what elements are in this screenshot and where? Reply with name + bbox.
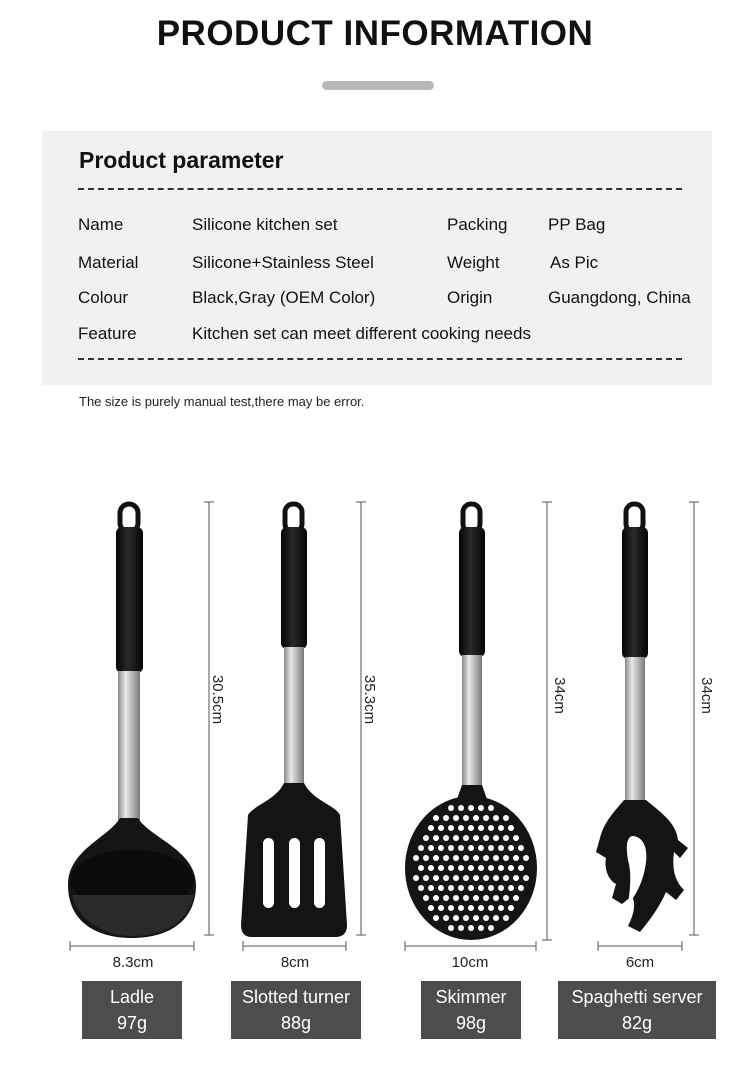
skimmer-hole [473, 915, 479, 921]
server-name: Spaghetti server [571, 987, 703, 1007]
skimmer-hole [523, 875, 529, 881]
skimmer-hole [508, 865, 514, 871]
server-weight: 82g [621, 1013, 653, 1033]
skimmer-hole [498, 825, 504, 831]
turner-name: Slotted turner [241, 987, 351, 1007]
skimmer-hole [438, 885, 444, 891]
skimmer-width-label: 10cm [451, 954, 489, 971]
skimmer-hole [463, 895, 469, 901]
skimmer-hole [423, 835, 429, 841]
skimmer-hole [483, 855, 489, 861]
skimmer-hole [448, 905, 454, 911]
skimmer-hole [448, 845, 454, 851]
skimmer-hole [483, 895, 489, 901]
skimmer-hole [438, 905, 444, 911]
skimmer-hole [488, 905, 494, 911]
skimmer-hole [428, 845, 434, 851]
skimmer-hole [468, 805, 474, 811]
skimmer-hole [473, 875, 479, 881]
skimmer-hole [458, 825, 464, 831]
skimmer-hole [468, 825, 474, 831]
skimmer-hole [483, 915, 489, 921]
ladle-width-label: 8.3cm [112, 954, 154, 971]
skimmer-hole [493, 895, 499, 901]
skimmer-hole [493, 855, 499, 861]
server-length-label: 34cm [697, 677, 715, 714]
skimmer-hole [518, 885, 524, 891]
skimmer-hole [503, 815, 509, 821]
skimmer-hole [498, 885, 504, 891]
param-key-name: Name [78, 215, 124, 234]
skimmer-hole [428, 865, 434, 871]
skimmer-hole [453, 855, 459, 861]
param-value-packing: PP Bag [548, 215, 606, 234]
skimmer-hole [443, 815, 449, 821]
skimmer-hole [493, 815, 499, 821]
skimmer-hole [428, 825, 434, 831]
skimmer-hole [433, 815, 439, 821]
skimmer-hole [458, 805, 464, 811]
skimmer-hole [463, 855, 469, 861]
param-value-feature: Kitchen set can meet different cooking needs [192, 324, 531, 343]
skimmer-hole [453, 895, 459, 901]
skimmer-hole [463, 915, 469, 921]
skimmer-hole [478, 865, 484, 871]
skimmer-hole [513, 875, 519, 881]
skimmer-hole [438, 865, 444, 871]
parameter-heading: Product parameter [79, 147, 284, 173]
skimmer-hole [458, 925, 464, 931]
skimmer-hole [463, 835, 469, 841]
skimmer-hole [498, 905, 504, 911]
skimmer-hole [458, 885, 464, 891]
slotted-turner-illustration [241, 504, 347, 937]
skimmer-hole [418, 845, 424, 851]
skimmer-hole [503, 835, 509, 841]
skimmer-hole [418, 865, 424, 871]
skimmer-hole [448, 805, 454, 811]
width-dimension-lines [70, 941, 682, 951]
skimmer-hole [478, 845, 484, 851]
skimmer-hole [488, 925, 494, 931]
param-key-feature: Feature [78, 324, 137, 343]
skimmer-hole [433, 915, 439, 921]
skimmer-hole [448, 925, 454, 931]
skimmer-hole [453, 875, 459, 881]
param-key-weight: Weight [447, 253, 500, 272]
ladle-length-label: 30.5cm [209, 674, 227, 725]
turner-tag [231, 981, 361, 1039]
skimmer-hole [413, 875, 419, 881]
skimmer-hole [458, 845, 464, 851]
skimmer-hole [493, 875, 499, 881]
skimmer-hole [453, 835, 459, 841]
skimmer-hole [468, 845, 474, 851]
skimmer-hole [508, 905, 514, 911]
param-key-material: Material [78, 253, 139, 272]
skimmer-hole [498, 865, 504, 871]
server-width-label: 6cm [625, 954, 655, 971]
skimmer-hole [473, 835, 479, 841]
skimmer-hole [448, 825, 454, 831]
skimmer-hole [488, 885, 494, 891]
skimmer-name: Skimmer [435, 987, 507, 1007]
skimmer-hole [478, 825, 484, 831]
turner-width-label: 8cm [280, 954, 310, 971]
skimmer-hole [433, 855, 439, 861]
skimmer-hole [508, 885, 514, 891]
skimmer-hole [468, 865, 474, 871]
skimmer-hole [468, 885, 474, 891]
skimmer-hole [453, 815, 459, 821]
skimmer-hole [488, 825, 494, 831]
param-value-name: Silicone kitchen set [192, 215, 338, 234]
server-tag [558, 981, 716, 1039]
skimmer-hole [513, 895, 519, 901]
param-key-packing: Packing [447, 215, 508, 234]
skimmer-illustration [405, 504, 537, 940]
size-disclaimer: The size is purely manual test,there may be error. [79, 394, 365, 409]
skimmer-hole [443, 915, 449, 921]
skimmer-hole [508, 845, 514, 851]
skimmer-hole [503, 855, 509, 861]
skimmer-hole [478, 885, 484, 891]
skimmer-hole [443, 835, 449, 841]
skimmer-hole [478, 925, 484, 931]
skimmer-hole [473, 855, 479, 861]
skimmer-hole [458, 905, 464, 911]
skimmer-hole [443, 855, 449, 861]
param-value-origin: Guangdong, China [548, 288, 691, 307]
turner-length-label: 35.3cm [361, 674, 379, 725]
skimmer-hole [423, 895, 429, 901]
skimmer-hole [473, 815, 479, 821]
skimmer-hole [468, 925, 474, 931]
skimmer-hole [493, 835, 499, 841]
skimmer-hole [468, 905, 474, 911]
skimmer-hole [453, 915, 459, 921]
skimmer-hole [518, 845, 524, 851]
skimmer-hole [478, 905, 484, 911]
skimmer-hole [433, 875, 439, 881]
skimmer-tag [421, 981, 521, 1039]
ladle-tag [82, 981, 182, 1039]
skimmer-hole [503, 895, 509, 901]
skimmer-length-label: 34cm [550, 677, 568, 714]
skimmer-hole [428, 905, 434, 911]
skimmer-hole [443, 875, 449, 881]
skimmer-hole [513, 835, 519, 841]
skimmer-hole [458, 865, 464, 871]
skimmer-hole [503, 915, 509, 921]
skimmer-hole [488, 845, 494, 851]
skimmer-hole [488, 865, 494, 871]
skimmer-hole [448, 885, 454, 891]
param-key-colour: Colour [78, 288, 129, 307]
skimmer-hole [423, 855, 429, 861]
param-value-colour: Black,Gray (OEM Color) [192, 288, 376, 307]
skimmer-hole [493, 915, 499, 921]
skimmer-hole [513, 855, 519, 861]
skimmer-hole [523, 855, 529, 861]
skimmer-hole [463, 815, 469, 821]
ladle-name: Ladle [109, 987, 155, 1007]
skimmer-hole [503, 875, 509, 881]
skimmer-hole [413, 855, 419, 861]
skimmer-hole [498, 845, 504, 851]
skimmer-hole [478, 805, 484, 811]
skimmer-hole [483, 835, 489, 841]
skimmer-hole [433, 835, 439, 841]
skimmer-weight: 98g [455, 1013, 487, 1033]
skimmer-hole [423, 875, 429, 881]
skimmer-hole [483, 875, 489, 881]
param-value-material: Silicone+Stainless Steel [192, 253, 374, 272]
skimmer-hole [488, 805, 494, 811]
skimmer-hole [508, 825, 514, 831]
skimmer-hole [448, 865, 454, 871]
skimmer-hole [418, 885, 424, 891]
skimmer-hole [443, 895, 449, 901]
skimmer-hole [483, 815, 489, 821]
page-title: PRODUCT INFORMATION [156, 14, 594, 53]
skimmer-hole [463, 875, 469, 881]
param-key-origin: Origin [447, 288, 493, 307]
skimmer-hole [438, 845, 444, 851]
skimmer-hole [438, 825, 444, 831]
ladle-illustration [68, 504, 196, 938]
skimmer-hole [473, 895, 479, 901]
param-value-weight: As Pic [550, 253, 599, 272]
spaghetti-server-illustration [596, 504, 688, 932]
ladle-weight: 97g [116, 1013, 148, 1033]
skimmer-hole [433, 895, 439, 901]
turner-weight: 88g [280, 1013, 312, 1033]
skimmer-hole [518, 865, 524, 871]
skimmer-hole [428, 885, 434, 891]
